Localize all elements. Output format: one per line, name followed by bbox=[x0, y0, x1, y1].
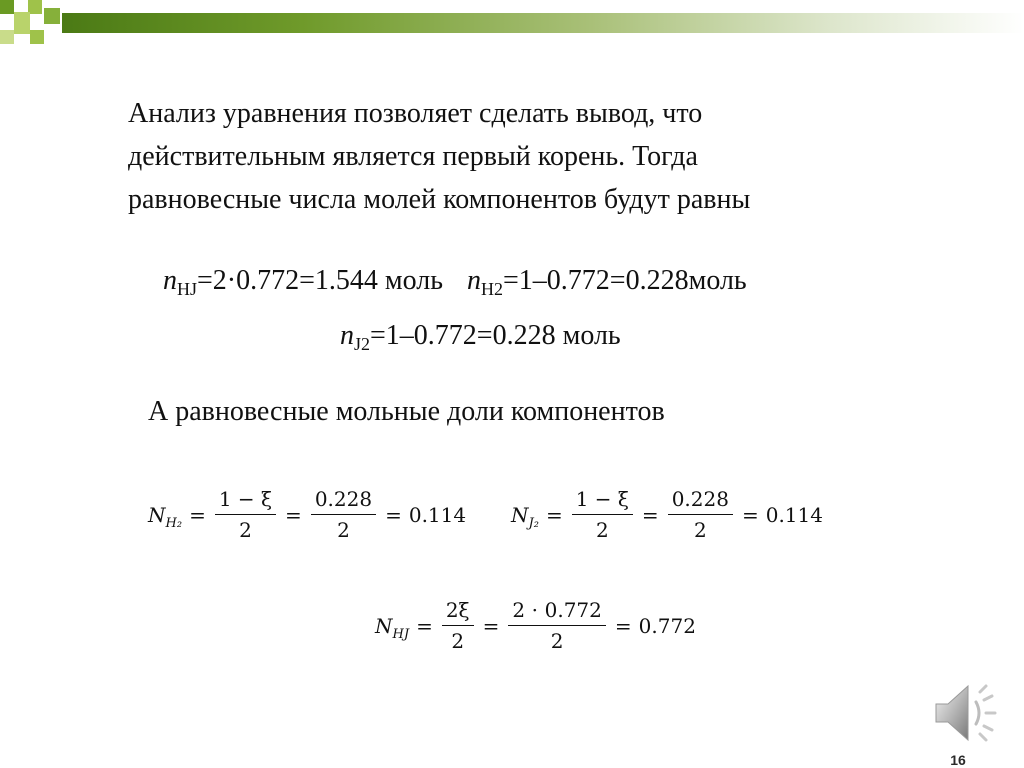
speaker-icon[interactable] bbox=[930, 678, 1000, 748]
numerator: 2ξ bbox=[442, 598, 474, 626]
subscript-j2: J2 bbox=[354, 334, 371, 354]
equals-sign: = bbox=[285, 502, 302, 527]
moles-equation-line-2 bbox=[340, 320, 621, 352]
numerator: 0.228 bbox=[311, 487, 376, 515]
formula-n-h2 bbox=[148, 487, 466, 542]
header-gradient-bar bbox=[62, 13, 1024, 33]
formula-result: 0.114 bbox=[765, 502, 823, 527]
decor-square bbox=[0, 30, 14, 44]
equals-sign: = bbox=[614, 613, 632, 638]
fraction bbox=[508, 598, 606, 653]
moles-equation-line-1 bbox=[163, 265, 747, 297]
formula-variable: $N_{J_2}$ bbox=[511, 502, 539, 531]
formula-n-j2 bbox=[511, 487, 823, 542]
formula-variable: $N_{HJ}$ bbox=[375, 613, 410, 642]
formula-result: 0.772 bbox=[638, 613, 696, 638]
decor-square bbox=[44, 8, 60, 24]
denominator: 2 bbox=[451, 629, 465, 653]
equation-hj-expr: =2·0.772=1.544 моль bbox=[197, 265, 444, 296]
equals-sign: = bbox=[189, 502, 206, 527]
decor-square bbox=[28, 0, 42, 14]
denominator: 2 bbox=[337, 518, 350, 542]
equals-sign: = bbox=[416, 613, 433, 638]
decor-square bbox=[14, 12, 30, 34]
fraction bbox=[442, 598, 474, 653]
numerator: 0.228 bbox=[668, 487, 733, 515]
symbol-n: n bbox=[163, 265, 177, 296]
subscript-h2: H2 bbox=[481, 279, 504, 299]
equation-h2-expr: =1–0.772=0.228моль bbox=[503, 265, 747, 296]
fraction bbox=[668, 487, 733, 542]
equals-sign: = bbox=[385, 502, 402, 527]
denominator: 2 bbox=[595, 518, 609, 542]
numerator: 1 − ξ bbox=[215, 487, 276, 515]
subscript-hj: HJ bbox=[177, 279, 198, 299]
denominator: 2 bbox=[239, 518, 252, 542]
equation-j2-expr: =1–0.772=0.228 моль bbox=[370, 320, 621, 351]
denominator: 2 bbox=[693, 518, 707, 542]
fraction bbox=[572, 487, 633, 542]
formula-result: 0.114 bbox=[408, 502, 467, 527]
numerator: 1 − ξ bbox=[572, 487, 633, 515]
fraction bbox=[215, 487, 276, 542]
fraction bbox=[311, 487, 376, 542]
equals-sign: = bbox=[482, 613, 500, 638]
paragraph-line: действительным является первый корень. Тогда bbox=[128, 141, 698, 172]
page-number: 16 bbox=[950, 752, 966, 768]
intro-paragraph bbox=[128, 92, 928, 221]
mole-fractions-heading: А равновесные мольные доли компонентов bbox=[148, 396, 665, 427]
numerator: 2 ⋅ 0.772 bbox=[508, 598, 606, 626]
paragraph-line: равновесные числа молей компонентов будут равны bbox=[128, 184, 751, 215]
symbol-n: n bbox=[467, 265, 482, 296]
denominator: 2 bbox=[550, 629, 564, 653]
equals-sign: = bbox=[741, 502, 759, 527]
formula-n-hj bbox=[375, 598, 696, 653]
paragraph-line: Анализ уравнения позволяет сделать вывод, что bbox=[128, 98, 703, 129]
decor-square bbox=[30, 30, 44, 44]
formula-variable: $N_{H_2}$ bbox=[148, 502, 183, 531]
symbol-n: n bbox=[340, 320, 354, 351]
equals-sign: = bbox=[641, 502, 659, 527]
decor-square bbox=[0, 0, 14, 14]
equals-sign: = bbox=[545, 502, 563, 527]
